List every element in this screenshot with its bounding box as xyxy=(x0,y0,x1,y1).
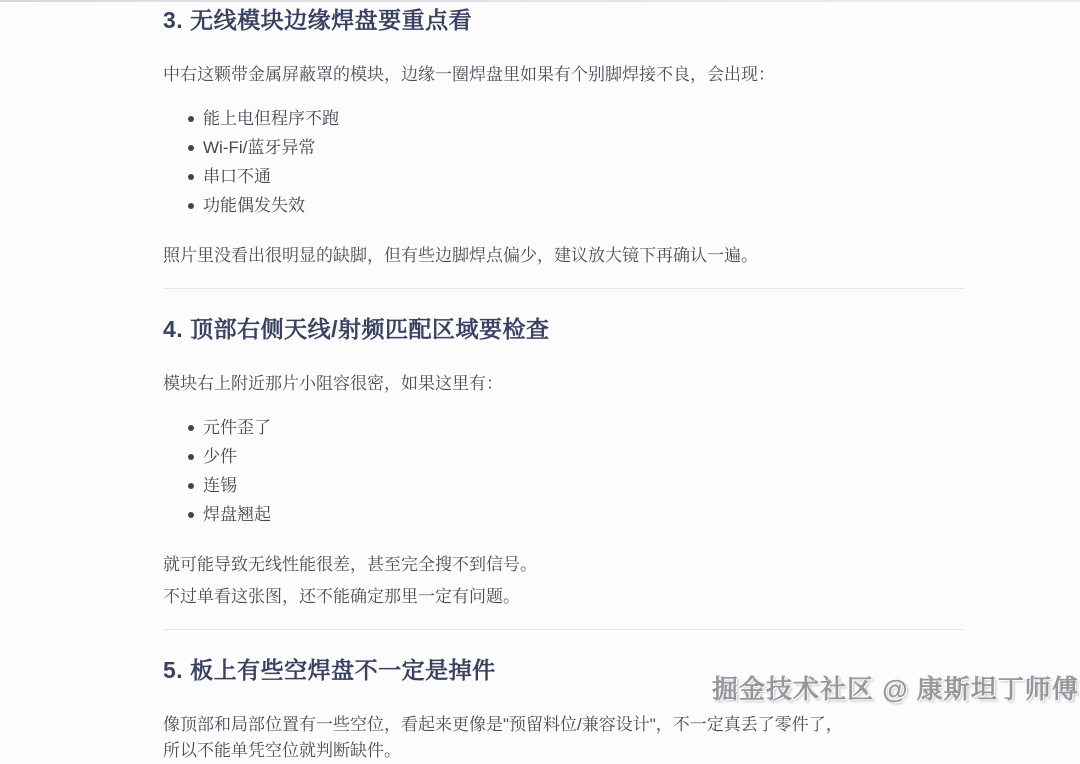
outro-line: 不过单看这张图，还不能确定那里一定有问题。 xyxy=(163,587,520,606)
list-item-text: 焊盘翘起 xyxy=(203,505,271,524)
bullet-icon xyxy=(188,203,194,209)
list-item xyxy=(163,133,964,162)
list-item xyxy=(163,162,964,191)
paragraph-line: 所以不能单凭空位就判断缺件。 xyxy=(163,741,401,760)
bullet-icon xyxy=(188,483,194,489)
list-item-text: 串口不通 xyxy=(203,167,271,186)
paragraph-line: 像顶部和局部位置有一些空位，看起来更像是"预留料位/兼容设计"，不一定真丢了零件了， xyxy=(163,715,843,734)
list-item-text: 少件 xyxy=(203,447,237,466)
section-intro: 模块右上附近那片小阻容很密，如果这里有： xyxy=(163,374,503,393)
bullet-icon xyxy=(188,116,194,122)
bullet-list xyxy=(163,413,964,529)
article-body xyxy=(163,0,964,764)
article-section-3 xyxy=(163,6,964,289)
bullet-icon xyxy=(188,425,194,431)
list-item xyxy=(163,104,964,133)
outro-line: 照片里没看出很明显的缺脚，但有些边脚焊点偏少，建议放大镜下再确认一遍。 xyxy=(163,246,758,265)
bullet-list xyxy=(163,104,964,220)
section-paragraph xyxy=(163,712,964,764)
list-item xyxy=(163,413,964,442)
bullet-icon xyxy=(188,454,194,460)
section-heading: 3. 无线模块边缘焊盘要重点看 xyxy=(163,7,473,33)
section-divider xyxy=(163,629,964,630)
list-item-text: 元件歪了 xyxy=(203,418,271,437)
section-divider xyxy=(163,288,964,289)
list-item xyxy=(163,191,964,220)
section-heading: 4. 顶部右侧天线/射频匹配区域要检查 xyxy=(163,316,550,342)
list-item xyxy=(163,442,964,471)
list-item-text: 连锡 xyxy=(203,476,237,495)
bullet-icon xyxy=(188,145,194,151)
article-section-4 xyxy=(163,315,964,630)
list-item xyxy=(163,471,964,500)
watermark-text: 掘金技术社区 @ 康斯坦丁师傅 xyxy=(712,674,1079,704)
section-outro xyxy=(163,240,964,272)
list-item xyxy=(163,500,964,529)
bullet-icon xyxy=(188,174,194,180)
outro-line: 就可能导致无线性能很差，甚至完全搜不到信号。 xyxy=(163,555,537,574)
list-item-text: Wi-Fi/蓝牙异常 xyxy=(203,138,316,157)
section-heading: 5. 板上有些空焊盘不一定是掉件 xyxy=(163,657,496,683)
bullet-icon xyxy=(188,512,194,518)
section-intro: 中右这颗带金属屏蔽罩的模块，边缘一圈焊盘里如果有个别脚焊接不良，会出现： xyxy=(163,65,775,84)
list-item-text: 功能偶发失效 xyxy=(203,196,305,215)
list-item-text: 能上电但程序不跑 xyxy=(203,109,339,128)
section-outro xyxy=(163,549,964,613)
